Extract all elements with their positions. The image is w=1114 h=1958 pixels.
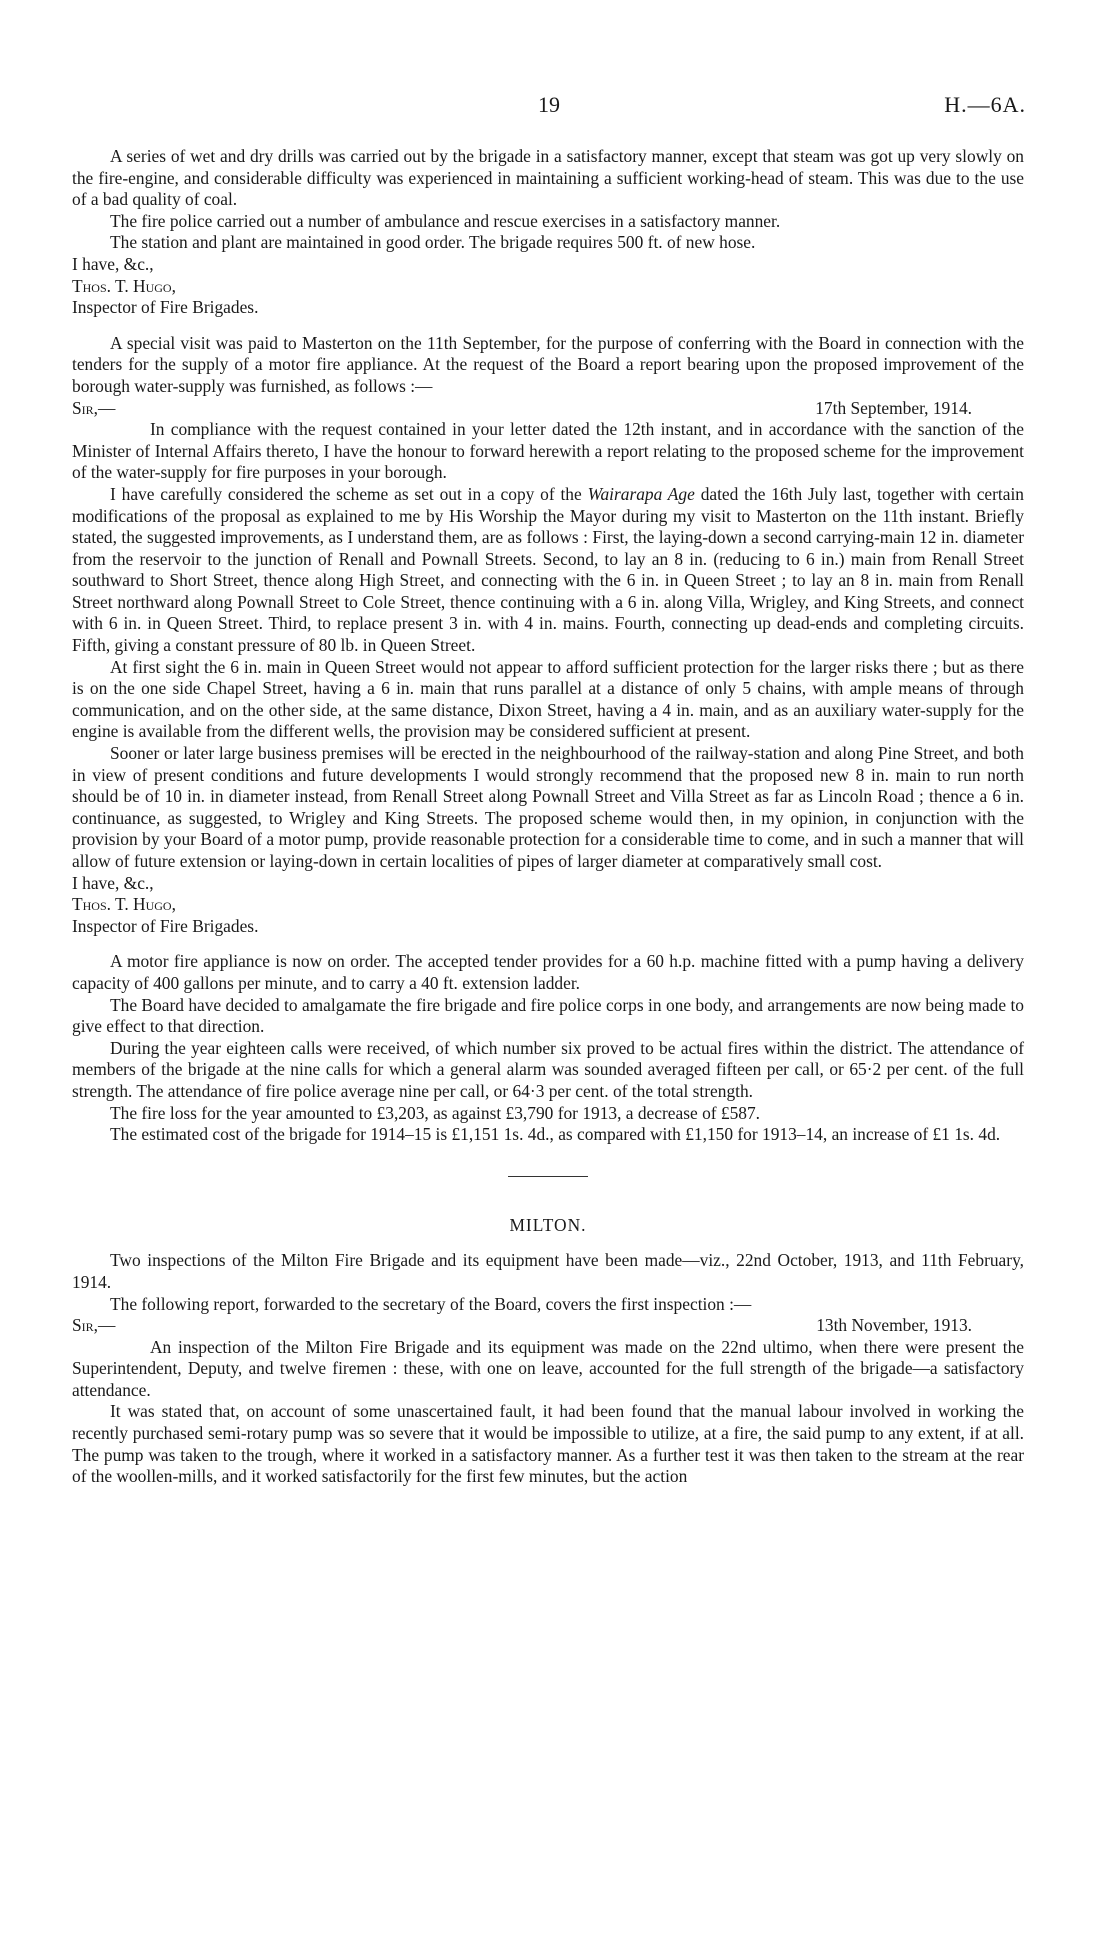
paragraph: The following report, forwarded to the secretary of the Board, covers the first inspection :— bbox=[110, 1293, 752, 1314]
page-body bbox=[72, 146, 1024, 1488]
section-heading: MILTON. bbox=[509, 1214, 587, 1235]
letter-date: 13th November, 1913. bbox=[816, 1315, 972, 1336]
paragraph: The station and plant are maintained in good order. The brigade requires 500 ft. of new hose. bbox=[110, 232, 756, 253]
page-number: 19 bbox=[538, 92, 560, 117]
signature-name: Thos. T. Hugo, bbox=[72, 275, 176, 296]
paragraph: A special visit was paid to Masterton on the 11th September, for the purpose of conferring with the Board in connection with the tenders for the supply of a motor fire appliance. At the request of the Board a report bearing upon the proposed improvement of the borough water-supply was furnished, as follows :— bbox=[72, 332, 1024, 396]
paragraph: Sooner or later large business premises will be erected in the neighbourhood of the railway-station and along Pine Street, and both in view of present conditions and future developments I would strongly recommend that the proposed new 8 in. main to run north should be of 10 in. in diameter instead, from Renall Street along Pownall Street and Villa Street as far as Lincoln Road ; thence a 6 in. continuance, as suggested, to Wrigley and King Streets. The proposed scheme would then, in my opinion, in conjunction with the provision by your Board of a motor pump, provide reasonable protection for a considerable time to come, and in such a manner that will allow of future extension or laying-down in certain localities of pipes of larger diameter at comparatively small cost. bbox=[72, 743, 1024, 871]
paragraph: The estimated cost of the brigade for 1914–15 is £1,151 1s. 4d., as compared with £1,150 for 1913–14, an increase of £1 1s. 4d. bbox=[110, 1124, 1001, 1145]
paragraph: An inspection of the Milton Fire Brigade and its equipment was made on the 22nd ultimo, when there were present the Superintendent, Deputy, and twelve firemen : these, with one on leave, accounted for the full strength of the brigade—a satisfactory attendance. bbox=[72, 1336, 1024, 1400]
letter-salutation-line bbox=[72, 1315, 1024, 1337]
paragraph: It was stated that, on account of some unascertained fault, it had been found that the manual labour involved in working the recently purchased semi-rotary pump was so severe that it would be impossible to utilize, at a fire, the said pump to any extent, if at all. The pump was taken to the trough, where it worked in a satisfactory manner. As a further test it was then taken to the stream at the rear of the woollen-mills, and it worked satisfactorily for the first few minutes, but the action bbox=[72, 1401, 1024, 1487]
signature-closing: I have, &c., bbox=[72, 253, 154, 274]
paragraph: The Board have decided to amalgamate the fire brigade and fire police corps in one body, and arrangements are now being made to give effect to that direction. bbox=[72, 994, 1024, 1037]
letter-salutation-line bbox=[72, 398, 1024, 420]
signature-name: Thos. T. Hugo, bbox=[72, 894, 176, 915]
document-reference: H.—6A. bbox=[944, 92, 1026, 117]
paragraph: Two inspections of the Milton Fire Brigade and its equipment have been made—viz., 22nd October, 1913, and 11th February, 1914. bbox=[72, 1250, 1024, 1292]
signature-closing: I have, &c., bbox=[72, 872, 154, 893]
newspaper-title: Wairarapa Age bbox=[587, 483, 695, 504]
paragraph: A series of wet and dry drills was carried out by the brigade in a satisfactory manner, except that steam was got up very slowly on the fire-engine, and considerable difficulty was experienced in maintaining a sufficient working-head of steam. This was due to the use of a bad quality of coal. bbox=[72, 146, 1024, 210]
page-header bbox=[72, 92, 1026, 126]
paragraph: The fire police carried out a number of ambulance and rescue exercises in a satisfactory manner. bbox=[110, 210, 781, 231]
letter-date: 17th September, 1914. bbox=[815, 397, 972, 418]
paragraph: A motor fire appliance is now on order. The accepted tender provides for a 60 h.p. machine fitted with a pump having a delivery capacity of 400 gallons per minute, and to carry a 40 ft. extension ladder. bbox=[72, 951, 1024, 993]
paragraph: During the year eighteen calls were received, of which number six proved to be actual fires within the district. The attendance of members of the brigade at the nine calls for which a general alarm was sounded averaged fifteen per call, or 65·2 per cent. of the full strength. The attendance of fire police average nine per call, or 64·3 per cent. of the total strength. bbox=[72, 1037, 1024, 1101]
paragraph: I have carefully considered the scheme as set out in a copy of the Wairarapa Age dated the 16th July last, together with certain modifications of the proposal as explained to me by His Worship the Mayor during my visit to Masterton on the 11th instant. Briefly stated, the suggested improvements, as I understand them, are as follows : First, the laying-down a second carrying-main 12 in. diameter from the reservoir to the junction of Renall and Pownall Streets. Second, to lay an 8 in. (reducing to 6 in.) main from Renall Street southward to Short Street, thence along High Street, and connecting with the 6 in. in Queen Street ; to lay an 8 in. main from Renall Street northward along Pownall Street to Cole Street, thence continuing with a 6 in. along Villa, Wrigley, and King Streets, and connect with 6 in. in Queen Street. Third, to replace present 3 in. with 4 in. mains. Fourth, connecting up dead-ends and completing circuits. Fifth, giving a constant pressure of 80 lb. in Queen Street. bbox=[72, 483, 1025, 656]
salutation: Sir,— bbox=[72, 397, 116, 418]
section-divider bbox=[508, 1176, 588, 1177]
paragraph: At first sight the 6 in. main in Queen Street would not appear to afford sufficient protection for the larger risks there ; but as there is on the one side Chapel Street, having a 6 in. main that runs parallel at a distance of only 5 chains, with ample means of through communication, and on the other side, at the same distance, Dixon Street, having a 4 in. main, and as an auxiliary water-supply for the engine is available from the different wells, the provision may be considered sufficient at present. bbox=[72, 656, 1024, 742]
signature-title: Inspector of Fire Brigades. bbox=[72, 297, 259, 318]
paragraph: The fire loss for the year amounted to £3,203, as against £3,790 for 1913, a decrease of £587. bbox=[110, 1102, 761, 1123]
signature-title: Inspector of Fire Brigades. bbox=[72, 915, 259, 936]
paragraph: In compliance with the request contained in your letter dated the 12th instant, and in accordance with the sanction of the Minister of Internal Affairs thereto, I have the honour to forward herewith a report relating to the proposed scheme for the improvement of the water-supply for fire purposes in your borough. bbox=[72, 419, 1024, 483]
salutation: Sir,— bbox=[72, 1315, 116, 1336]
